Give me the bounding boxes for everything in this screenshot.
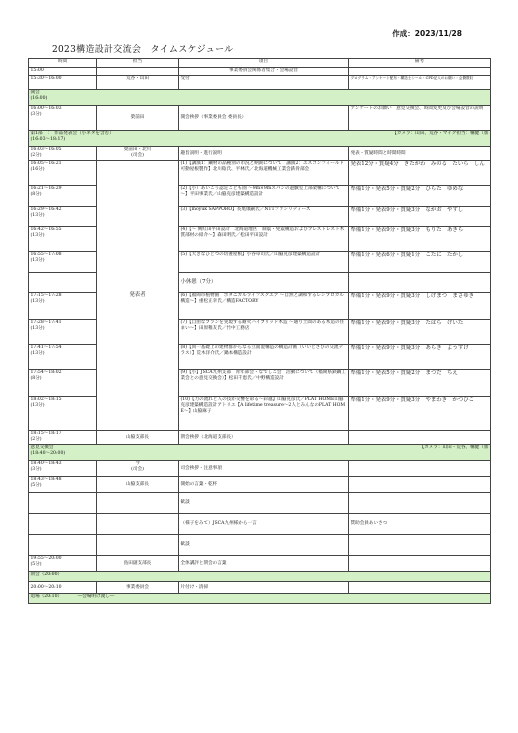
item: 全体講評と閉会の言葉 [179, 556, 349, 572]
note: アンケートのお願い 意見交換会、時間変更及び会場設営の説明 [349, 106, 491, 131]
tanto: 今 [135, 461, 140, 466]
time: 16:05～16:21 [30, 161, 62, 166]
table-header [29, 59, 491, 68]
note: 準備1分・発表5分・質疑2分 まつだ ちえ [349, 370, 491, 397]
note: 準備1分・発表9分・質疑3分 もりた あきら [349, 227, 491, 252]
item: (10)【力の流れと人の技が交響を彩る～彩越】山脇克彦氏／PLAT HOME山脇克彦建築構造設計アトリエ【A lifetime treasure～2人とみんなのPLAT HOME～】山脇麻子 [179, 397, 349, 431]
table-row [29, 556, 491, 572]
tanto: 榮前田 [97, 106, 179, 131]
duration: (16分) [30, 166, 45, 172]
time: 17:54～18:02 [30, 370, 62, 375]
duration: (13分) [30, 402, 45, 408]
table-row [29, 477, 491, 493]
col-item: 項目 [179, 59, 349, 68]
camera-note: 【カメラ：山田・荒谷、構健（加 [419, 445, 489, 450]
duration: (13分) [30, 298, 45, 304]
duration: (5分) [30, 561, 42, 567]
section-label: 退場（20:10） [30, 594, 63, 599]
table-row [29, 514, 491, 535]
tanto: 山脇支部長 [97, 477, 179, 493]
item: 閉会挨拶（北海道支部長） [179, 431, 349, 445]
note: 賛助会員あいさつ [349, 514, 491, 535]
tanto: 荒谷・山田 [97, 76, 179, 90]
note: 発表12分・質疑4分 きたがわ みのる たいら しん [349, 161, 491, 186]
time: 17:41～17:54 [30, 345, 62, 350]
duration: (13分) [30, 212, 45, 218]
section-close [29, 572, 491, 582]
duration: (2分) [30, 152, 42, 158]
duration: (3分) [30, 111, 42, 117]
time: 16:21～16:29 [30, 186, 62, 191]
col-tanto: 担当 [97, 59, 179, 68]
table-row [29, 535, 491, 556]
time: 16:00～16:03 [30, 106, 62, 111]
table-row [29, 106, 491, 131]
time: 15:30～16:00 [29, 76, 97, 90]
item: 事業委員会関係者集合・会場設営 [179, 68, 349, 76]
time: 17:28～17:41 [30, 320, 62, 325]
tanto: 事業委員会 [97, 582, 179, 594]
note: 準備1分・発表5分・質疑2分 ひらた ゆめな [349, 186, 491, 207]
time: 16:03～16:05 [30, 147, 62, 152]
item: 司会挨拶・注意事項 [179, 461, 349, 477]
note: 発表・質疑時間と時間時間 [349, 147, 491, 161]
time: 16:29～16:42 [30, 207, 62, 212]
section-time: (16:03～18:17) [30, 136, 66, 142]
time: 15:00 [29, 68, 97, 76]
duration: (13分) [30, 232, 45, 238]
item: (8)【同一基礎上の建物群からなる立面混構造の構造計画（いいとさびの交流テラス）】荒木洋介氏／鍋本構造設計 [179, 345, 349, 370]
section-label: 開会 [30, 90, 40, 95]
item: (3)【moyuk SAPPORO】長尾康嗣氏／NTTファシリティーズ [179, 207, 349, 227]
time: 18:43～18:48 [30, 477, 62, 482]
item: 開会挨拶（事業委員会 委員長） [179, 106, 349, 131]
note: 準備1分・発表9分・質疑3分 やまわき かつひこ [349, 397, 491, 431]
time: 18:15～18:17 [30, 431, 62, 436]
table-row [29, 68, 491, 76]
item: 受付 [179, 76, 349, 90]
note: 準備1分・発表6分・質疑1分 こたに たかし [349, 252, 491, 273]
table-row [29, 461, 491, 477]
time: 18:40～18:43 [30, 461, 62, 466]
time: 16:55～17:08 [30, 252, 62, 257]
section-sub: ―会場明け渡し― [77, 594, 115, 599]
section-part1 [29, 131, 491, 147]
table-row [29, 431, 491, 445]
time: 18:02～18:15 [30, 397, 62, 402]
camera-note: 【カメラ：山田、荒谷・マイク担当：構健（加 [392, 131, 489, 136]
tanto-role: (司会) [131, 466, 144, 472]
section-open [29, 90, 491, 106]
duration: (2分) [30, 436, 42, 442]
duration: (8分) [30, 375, 42, 381]
note: 準備1分・発表9分・質疑3分 あらき ようすけ [349, 345, 491, 370]
item: (7)【自由なプランを実現する耐火ハイブリッド木造 ～通り土間のある木造の住まい～】田原稚友氏／竹中工務店 [179, 320, 349, 345]
section-time: (18:40～20:00) [30, 450, 66, 456]
table-row [29, 161, 491, 186]
table-row [29, 147, 491, 161]
section-time: (16:00) [30, 95, 48, 101]
item: (4)【～ 興紅田平田設計 北海道地区 制震・免震構造およびプレストレスト木質部材の紹介～】森田明氏／松田平田設計 [179, 227, 349, 252]
duration: (13分) [30, 350, 45, 356]
time: 17:15～17:28 [30, 293, 62, 298]
page-title: 2023構造設計交流会 タイムスケジュール [52, 45, 234, 55]
item: 開始の言葉・乾杯 [179, 477, 349, 493]
note: 準備1分・発表9分・質疑3分 しげまつ まさゆき [349, 293, 491, 320]
tanto: 榮前田・北川 [123, 147, 152, 152]
item: (6)【福岡市植物園 ボタニカルライフスクエア ～自然と調和するレシプロカル構造～】重松正幸氏／構造FACTORY [179, 293, 349, 320]
item: 片付け・清掃 [179, 582, 349, 594]
section-part2 [29, 445, 491, 461]
duration: (13分) [30, 257, 45, 263]
item: 趣旨説明・進行説明 [179, 147, 349, 161]
item: (1)【講演1：鋼材の品種別の市況と納期について 講演2：エスコンフィールド可動屋根製作】北川稔氏、平林氏／北海道機械工業会鉄骨部会 [179, 161, 349, 186]
tanto: 発表者 [129, 291, 146, 298]
duration: (8分) [30, 191, 42, 197]
item: (9)【小】JSCA九州支部 青年部会・なでしこ会 活動について（福岡県鉄鋼工業会との意見交換会）】松田千恵氏／中野構造設計 [179, 370, 349, 397]
tanto: 山脇支部長 [97, 431, 179, 445]
item: 小休憩（7分） [179, 273, 349, 293]
col-note: 備考 [349, 59, 491, 68]
item: (5)【大きなひとつの切妻屋根】小谷卓司氏／山脇克彦建築構造設計 [179, 252, 349, 273]
table-row [29, 493, 491, 514]
schedule-table [28, 58, 491, 604]
section-label: 閉会（20:00） [29, 572, 491, 582]
section-label: 第1部 ： 作品発表会（小ネタを含む） [30, 131, 114, 136]
time: 16:42～16:55 [30, 227, 62, 232]
note: プログラム・アンケート配布・構造士シール・CPD記入のお願い・会費徴収 [349, 76, 491, 90]
note: 準備1分・発表9分・質疑3分 ながお やすし [349, 207, 491, 227]
time: 19:55～20:00 [30, 556, 62, 561]
item: 歓談 [179, 493, 349, 514]
item: (2)【小）あいこう認定こども園 ～9m×9mスパンの遊戯室上部架構について～】平田事業氏／山脇克彦建築構造設計 [179, 186, 349, 207]
tanto: 島田副支部長 [97, 556, 179, 572]
table-row [29, 582, 491, 594]
table-row [29, 76, 491, 90]
time: 20:00～20:10 [29, 582, 97, 594]
duration: (3分) [30, 466, 42, 472]
item: （様子をみて）JSCA九州様から一言 [179, 514, 349, 535]
col-time: 時間 [29, 59, 97, 68]
created-date: 作成：2023/11/28 [392, 29, 462, 38]
item: 歓談 [179, 535, 349, 556]
duration: (13分) [30, 325, 45, 331]
note: 準備1分・発表9分・質疑3分 たはら けいた [349, 320, 491, 345]
section-label: 意見交換会 [30, 445, 54, 450]
section-exit [29, 594, 491, 604]
tanto-role: (司会) [131, 152, 144, 158]
duration: (5分) [30, 482, 42, 488]
presenter-cell [97, 161, 179, 431]
